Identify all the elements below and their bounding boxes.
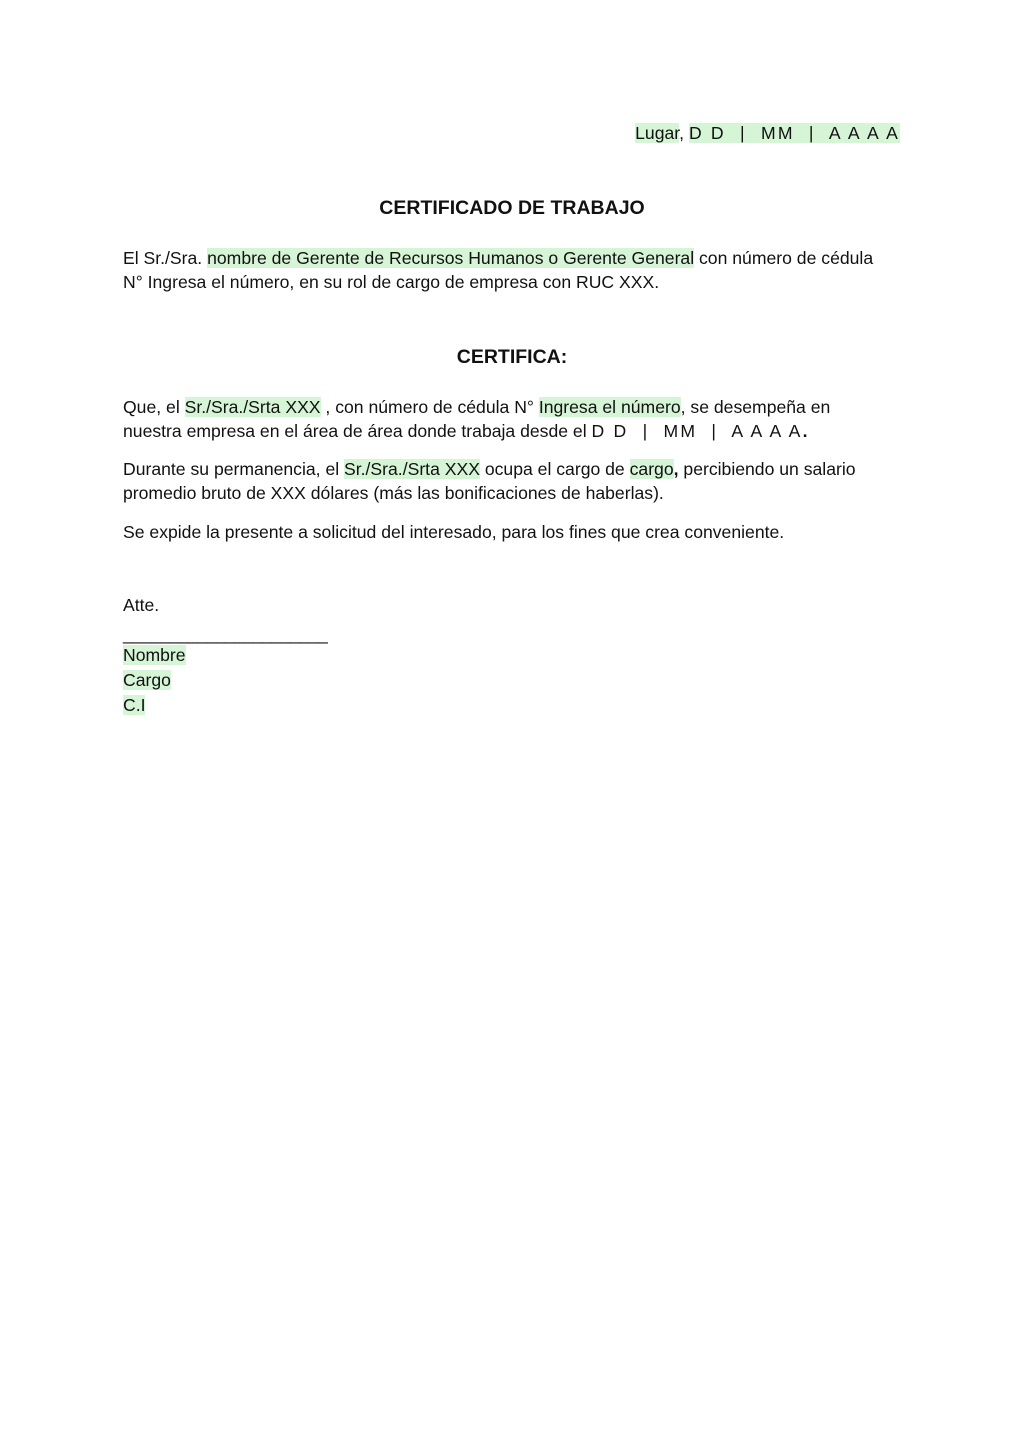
p1-middle: , con número de cédula N° [320,397,539,417]
intro-line-2: N° Ingresa el número, en su rol de cargo de empresa con RUC XXX. [123,272,660,292]
paragraph1-line-2 [123,419,807,443]
p2-comma: , [673,459,679,479]
p1-prefix: Que, el [123,397,185,417]
signer-id-field: C.I [123,695,146,715]
manager-name-field: nombre de Gerente de Recursos Humanos o Gerente General [207,248,695,268]
p1-suffix: , se desempeña en [680,397,831,417]
p1-period: . [802,421,808,441]
employee-name-field-2: Sr./Sra./Srta XXX [344,459,480,479]
closing: Atte. [123,595,160,615]
paragraph2-line-2: promedio bruto de XXX dólares (más las bonificaciones de haberlas). [123,483,664,503]
date-field: D D | MM | A A A A [688,123,900,143]
employee-name-field: Sr./Sra./Srta XXX [184,397,321,417]
intro-prefix: El Sr./Sra. [123,248,208,268]
certifica-heading: CERTIFICA: [456,346,568,368]
intro-line-1 [123,246,873,270]
signature-line: ______________________ [123,624,328,644]
paragraph3: Se expide la presente a solicitud del interesado, para los fines que crea conveniente. [123,522,785,542]
p2-middle: ocupa el cargo de [479,459,630,479]
position-field: cargo [629,459,674,479]
intro-suffix: con número de cédula [694,248,874,268]
document-title: CERTIFICADO DE TRABAJO [379,197,645,219]
paragraph1-line-1 [123,395,830,419]
signature-position-line [123,668,171,692]
signature-id-line [123,693,145,717]
paragraph2-line-1 [123,457,856,481]
start-date-field: D D | MM | A A A A [591,421,803,441]
signature-name-line [123,643,186,667]
p1-line2-prefix: nuestra empresa en el área de área donde trabaja desde el [123,421,592,441]
p2-prefix: Durante su permanencia, el [123,459,345,479]
place-field: Lugar [635,123,680,143]
date-comma: , [679,123,685,143]
place-date-line [635,121,900,145]
id-number-field: Ingresa el número [538,397,681,417]
signer-position-field: Cargo [123,670,171,690]
p2-suffix: percibiendo un salario [678,459,856,479]
signer-name-field: Nombre [123,645,186,665]
